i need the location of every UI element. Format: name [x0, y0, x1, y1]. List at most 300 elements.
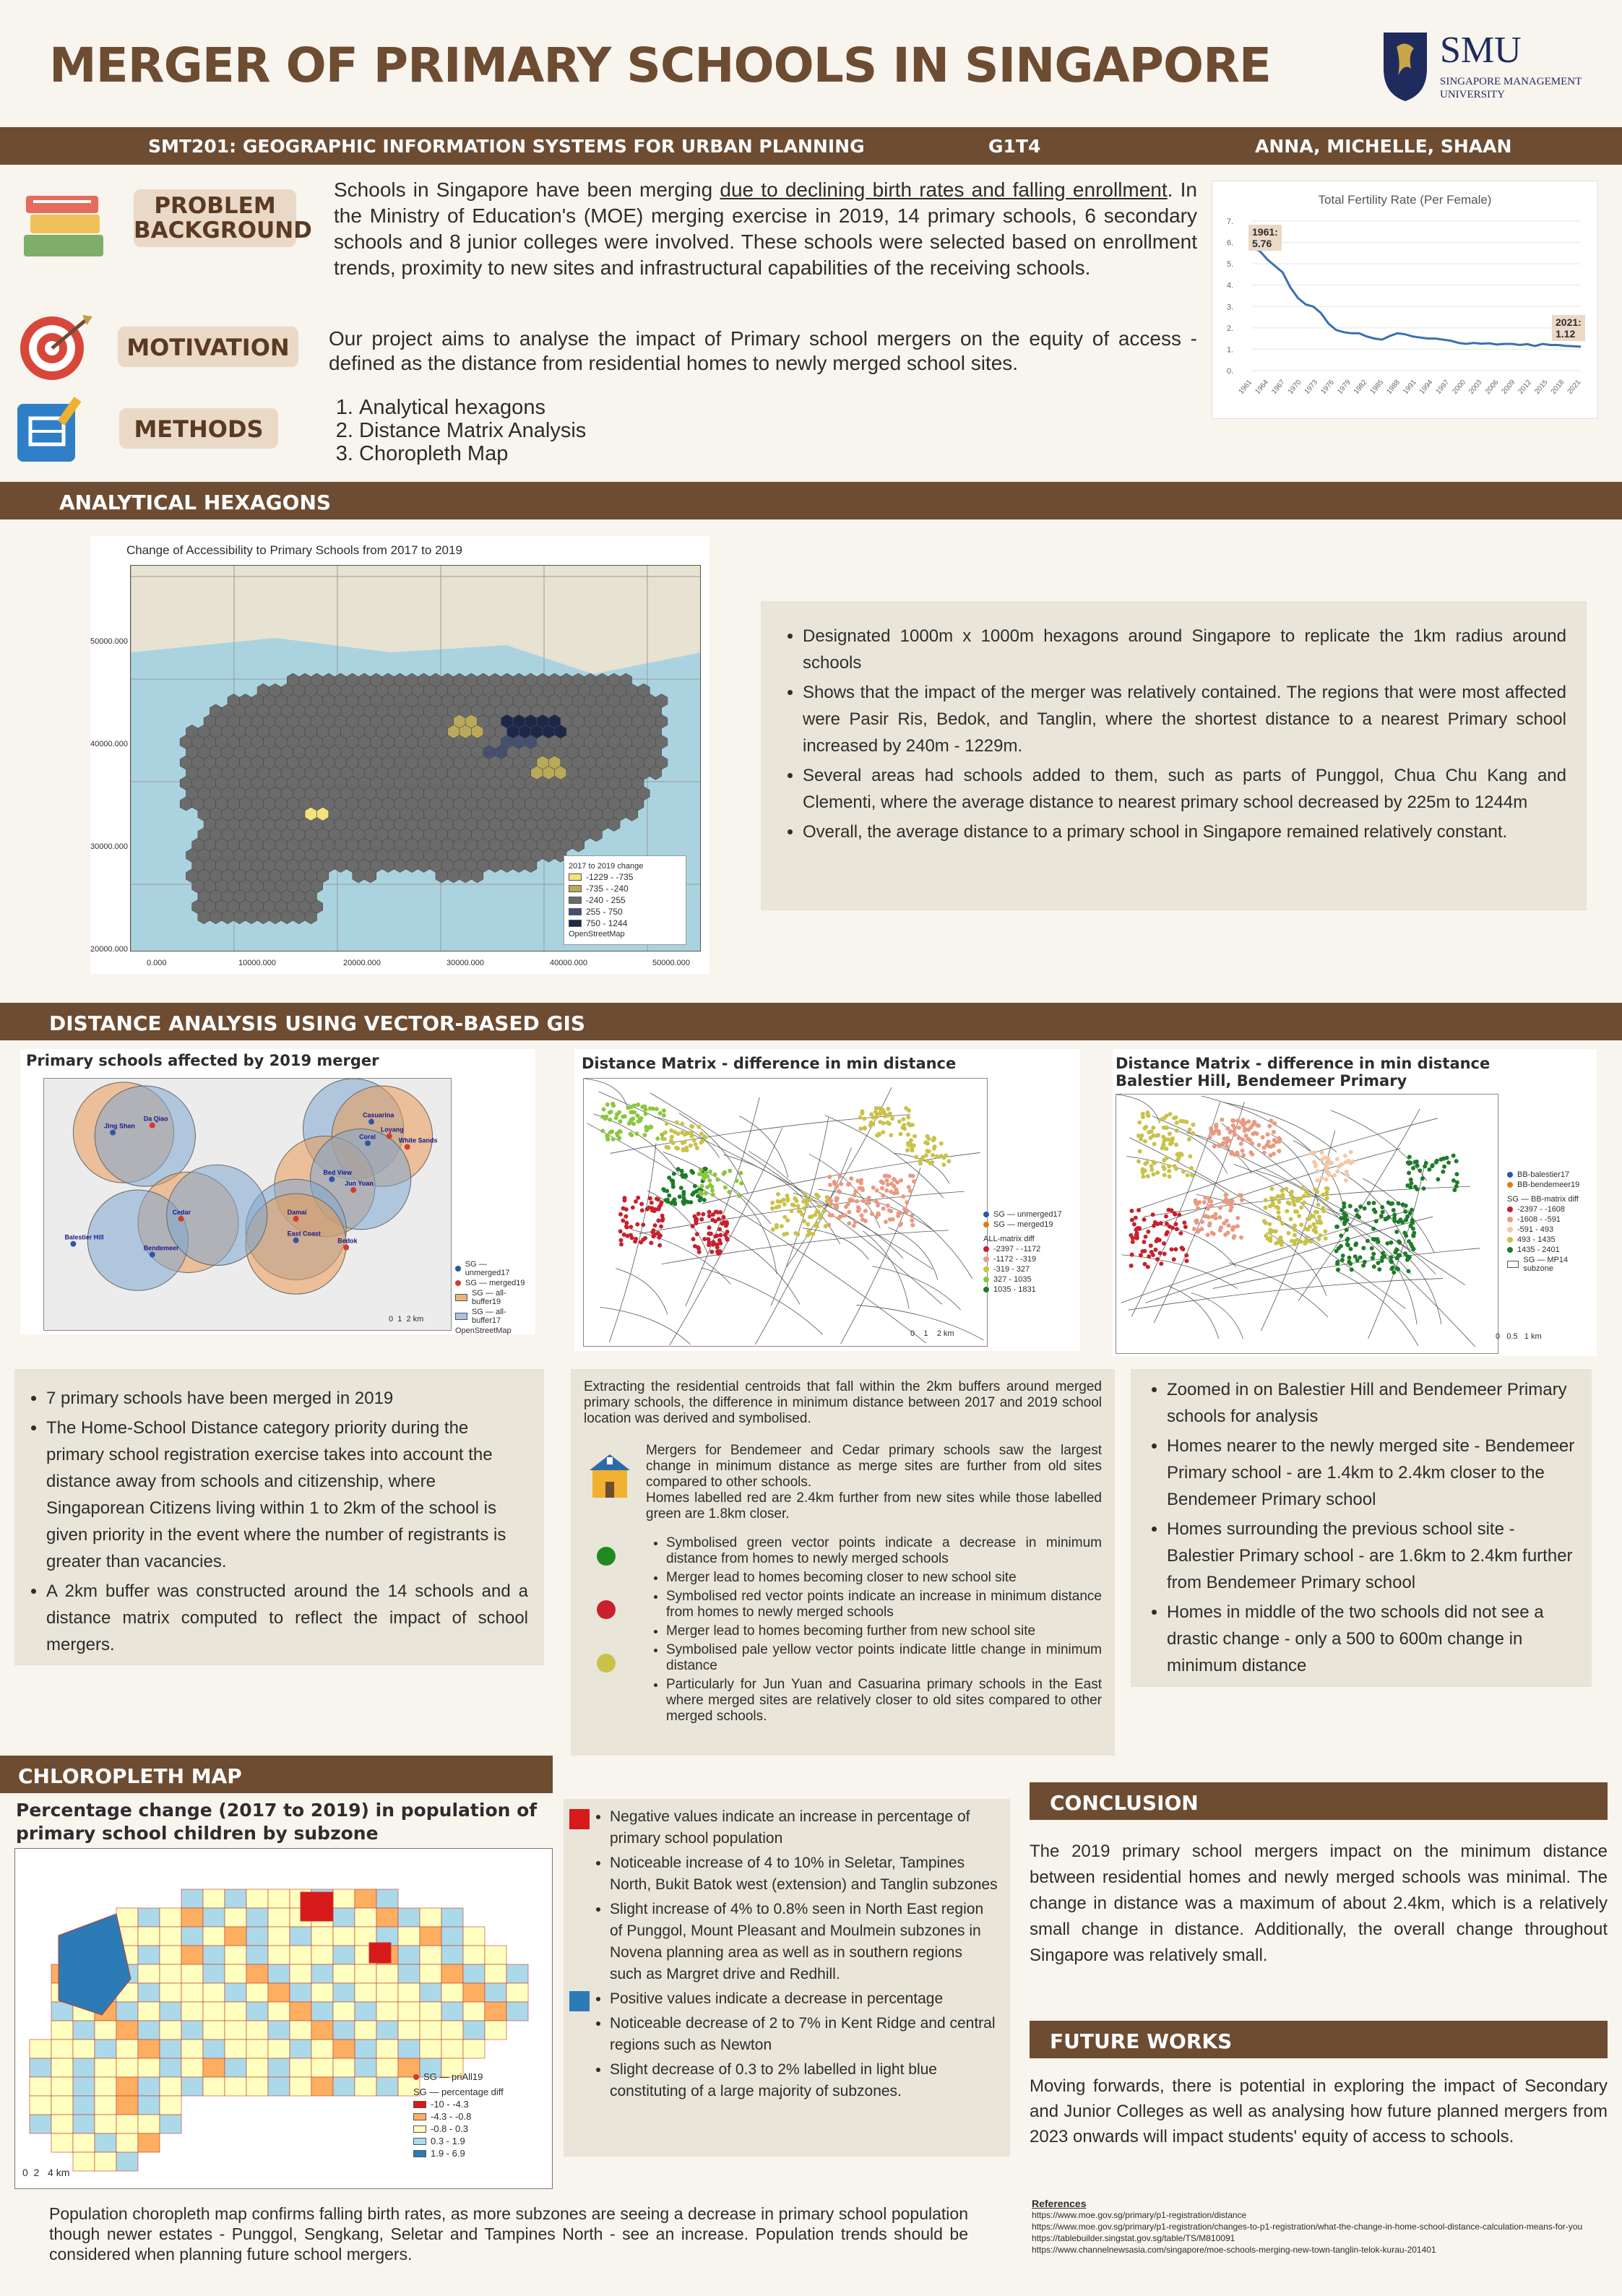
references-title: References: [1032, 2198, 1087, 2209]
subzone: [333, 2040, 355, 2058]
residence-point: [1239, 1194, 1243, 1198]
school-label: Cedar: [172, 1208, 191, 1216]
residence-point: [1340, 1258, 1345, 1262]
subzone: [290, 2077, 311, 2096]
residence-point: [1289, 1217, 1293, 1221]
residence-point: [1277, 1238, 1281, 1242]
residence-point: [739, 1181, 743, 1186]
residence-point: [692, 1138, 696, 1142]
residence-point: [1173, 1247, 1178, 1251]
residence-point: [814, 1223, 818, 1227]
residence-point: [770, 1201, 775, 1205]
subzone: [116, 2152, 138, 2171]
residence-point: [895, 1181, 900, 1185]
residence-point: [1168, 1131, 1172, 1136]
residence-point: [1336, 1267, 1340, 1272]
residence-point: [691, 1224, 695, 1228]
school-point: [150, 1123, 155, 1128]
map-background: [1116, 1095, 1497, 1353]
subzone: [225, 2021, 246, 2040]
school-label: Bed View: [323, 1169, 352, 1177]
school-point: [293, 1238, 299, 1243]
residence-point: [1219, 1225, 1223, 1230]
subzone-tampines-north: [369, 1943, 391, 1963]
residence-point: [1409, 1178, 1413, 1182]
residence-point: [1277, 1200, 1281, 1204]
residence-point: [1397, 1253, 1401, 1257]
subzone: [355, 2040, 376, 2058]
x-tick: 2015: [1533, 378, 1550, 396]
map1-legend: SG — unmerged17 SG — merged19 SG — all-buffer19 SG — all-buffer17 OpenStreetMap: [451, 1254, 535, 1341]
subzone: [268, 2021, 290, 2040]
residence-point: [825, 1199, 829, 1204]
residence-point: [1299, 1222, 1303, 1227]
fertility-chart-title: Total Fertility Rate (Per Female): [1318, 193, 1492, 207]
residence-point: [863, 1126, 867, 1130]
residence-point: [625, 1225, 629, 1230]
residence-point: [699, 1191, 704, 1196]
residence-point: [1136, 1226, 1141, 1230]
residence-point: [828, 1183, 832, 1187]
residence-point: [1335, 1225, 1340, 1229]
red-bullet: • Merger lead to homes becoming further from new school site: [666, 1623, 1102, 1639]
residence-point: [1411, 1166, 1415, 1170]
residence-point: [600, 1128, 605, 1133]
residence-point: [839, 1182, 843, 1186]
residence-point: [1420, 1176, 1425, 1181]
residence-point: [1324, 1165, 1328, 1169]
residence-point: [770, 1207, 775, 1211]
residence-point: [605, 1102, 610, 1107]
residence-point: [855, 1199, 859, 1204]
map1-scale: 0 1 2 km: [389, 1315, 424, 1324]
residence-point: [1406, 1269, 1410, 1273]
residence-point: [1372, 1208, 1376, 1212]
subzone: [290, 1946, 311, 1964]
residence-point: [843, 1213, 847, 1217]
subzone: [160, 1983, 181, 2002]
residence-point: [704, 1191, 708, 1196]
subzone: [73, 2152, 95, 2171]
subzone: [290, 1964, 311, 1983]
subzone: [311, 2002, 333, 2021]
subzone: [138, 2021, 160, 2040]
residence-point: [1370, 1246, 1374, 1251]
residence-point: [1155, 1239, 1159, 1243]
school-label: Da Qiao: [143, 1115, 168, 1123]
residence-point: [1132, 1222, 1136, 1227]
residence-point: [713, 1173, 717, 1177]
subzone: [333, 1983, 355, 2002]
residence-point: [1177, 1155, 1181, 1160]
residence-point: [618, 1212, 623, 1217]
x-tick: 1997: [1434, 378, 1451, 396]
school-label: White Sands: [398, 1136, 438, 1144]
residence-point: [923, 1141, 928, 1145]
residence-point: [1372, 1201, 1376, 1205]
residence-point: [1136, 1208, 1141, 1212]
residence-point: [1315, 1210, 1319, 1214]
residence-point: [1138, 1149, 1142, 1154]
subzone: [138, 1908, 160, 1927]
subzone: [203, 1964, 225, 1983]
subzone: [246, 2002, 268, 2021]
residence-point: [659, 1225, 663, 1229]
residence-point: [708, 1170, 712, 1174]
subzone: [95, 2040, 116, 2058]
residence-point: [838, 1214, 842, 1219]
residence-point: [1187, 1137, 1191, 1141]
residence-point: [1237, 1126, 1241, 1130]
residence-point: [1407, 1155, 1412, 1159]
residence-point: [611, 1137, 616, 1141]
residence-point: [1435, 1159, 1439, 1163]
residence-point: [707, 1210, 712, 1214]
residence-point: [889, 1209, 893, 1213]
subzone: [181, 2002, 203, 2021]
mid-intro: Extracting the residential centroids that fall within the 2km buffers around merged primary schools, the difference in minimum distance between 2017 and 2019 school location was derived and symbolised.: [584, 1379, 1102, 1426]
residence-point: [1174, 1222, 1178, 1226]
residence-point: [641, 1222, 645, 1227]
residence-point: [890, 1116, 894, 1121]
residence-point: [914, 1155, 918, 1160]
residence-point: [901, 1117, 905, 1121]
subzone: [73, 2096, 95, 2115]
residence-point: [1223, 1193, 1228, 1197]
residence-point: [629, 1225, 633, 1229]
x-tick: 50000.000: [652, 959, 690, 967]
residence-point: [1162, 1251, 1167, 1256]
residence-point: [908, 1188, 913, 1193]
subzone: [30, 2058, 51, 2077]
subzone: [73, 2021, 95, 2040]
yellow-dot-icon: [597, 1654, 616, 1673]
subzone: [225, 2077, 246, 2096]
subzone: [485, 1983, 506, 2002]
subzone: [51, 2115, 73, 2133]
subzone: [485, 2002, 506, 2021]
residence-point: [785, 1199, 790, 1203]
residence-point: [651, 1107, 655, 1111]
mid-school-text2: Homes labelled red are 2.4km further from new sites while those labelled green are 1.8km closer.: [646, 1490, 1102, 1522]
residence-point: [1293, 1233, 1297, 1238]
choropleth-band: CHLOROPLETH MAP: [0, 1756, 553, 1793]
residence-point: [676, 1167, 681, 1171]
residence-point: [1269, 1186, 1274, 1191]
residence-point: [679, 1186, 683, 1190]
residence-point: [1152, 1224, 1156, 1228]
residence-point: [1232, 1234, 1236, 1238]
residence-point: [875, 1188, 879, 1193]
school-building-icon: [588, 1450, 631, 1501]
residence-point: [1253, 1131, 1257, 1135]
residence-point: [1277, 1215, 1281, 1220]
green-dot-icon: [597, 1547, 616, 1566]
subzone: [181, 2058, 203, 2077]
subzone: [441, 1946, 463, 1964]
residence-point: [1313, 1187, 1317, 1191]
residence-point: [1167, 1169, 1171, 1173]
residence-point: [881, 1207, 886, 1211]
residence-point: [1341, 1253, 1345, 1258]
legend-item: SG — unmerged17: [983, 1210, 1062, 1219]
bullet-item: • Homes in middle of the two schools did not see a drastic change - only a 500 to 600m change in minimum distance: [1167, 1599, 1576, 1679]
residence-point: [898, 1132, 902, 1136]
residence-point: [1174, 1143, 1178, 1147]
residence-point: [1278, 1194, 1282, 1199]
residence-point: [1392, 1208, 1396, 1212]
residence-point: [1163, 1126, 1168, 1130]
residence-point: [884, 1220, 888, 1224]
subzone: [485, 2021, 506, 2040]
subzone: [203, 2077, 225, 2096]
residence-point: [1207, 1198, 1212, 1202]
residence-point: [711, 1193, 715, 1197]
subzone: [181, 1964, 203, 1983]
subzone: [203, 2040, 225, 2058]
subzone: [376, 1889, 398, 1908]
residence-point: [690, 1124, 694, 1128]
subzone: [160, 2096, 181, 2115]
residence-point: [1177, 1152, 1181, 1156]
residence-point: [709, 1185, 714, 1189]
future-works-band: FUTURE WORKS: [1030, 2021, 1608, 2058]
residence-point: [1144, 1125, 1148, 1129]
residence-point: [782, 1215, 787, 1220]
yellow-bullet: • Symbolised pale yellow vector points indicate little change in minimum distance: [666, 1642, 1102, 1674]
subzone: [268, 2058, 290, 2077]
residence-point: [1146, 1174, 1150, 1178]
x-tick: 1991: [1402, 378, 1418, 396]
hexagon-map-title: Change of Accessibility to Primary Schools from 2017 to 2019: [126, 543, 462, 557]
residence-point: [683, 1140, 687, 1144]
residence-point: [1392, 1270, 1396, 1274]
smu-crest-icon: [1376, 25, 1434, 105]
problem-label: PROBLEM BACKGROUND: [134, 189, 296, 247]
residence-point: [1149, 1164, 1154, 1168]
residence-point: [939, 1154, 944, 1158]
school-point: [350, 1187, 356, 1193]
subzone: [311, 2058, 333, 2077]
subzone: [95, 2152, 116, 2171]
residence-point: [1293, 1209, 1298, 1214]
legend-item: 493 - 1435: [1507, 1235, 1592, 1244]
residence-point: [622, 1233, 626, 1237]
conclusion-text: The 2019 primary school mergers impact on the minimum distance between residential homes and newly merged schools was minimal. The change in distance was a maximum of about 2.4km, which is a relatively small change in distance. Additionally, the overall change throughout Singapore was relatively small.: [1030, 1842, 1608, 1965]
residence-point: [738, 1171, 743, 1175]
methods-icon: [14, 394, 87, 466]
school-label: Jing Shan: [104, 1122, 135, 1130]
residence-point: [1405, 1183, 1410, 1188]
choropleth-map-title: Percentage change (2017 to 2019) in population of primary school children by subzone: [16, 1800, 538, 1844]
residence-point: [1155, 1257, 1160, 1261]
red-dot-icon: [597, 1600, 616, 1619]
reference-item: https://www.moe.gov.sg/primary/p1-registration/changes-to-p1-registration/what-the-change-in-home-school-distance-calculation-means-for-you: [1032, 2222, 1583, 2232]
bullet-item: • A 2km buffer was constructed around the 14 schools and a distance matrix computed to reflect the impact of school mergers.: [46, 1578, 528, 1658]
residence-point: [1372, 1264, 1376, 1269]
fertility-line-chart: [1212, 181, 1599, 420]
residence-point: [1324, 1236, 1328, 1240]
residence-point: [813, 1213, 817, 1217]
residence-point: [1151, 1212, 1155, 1217]
residence-point: [905, 1210, 909, 1214]
residence-point: [1385, 1241, 1389, 1246]
residence-point: [1268, 1153, 1272, 1157]
residence-point: [941, 1162, 946, 1167]
residence-point: [687, 1131, 691, 1135]
hexagon-map-figure: [90, 536, 709, 974]
residence-point: [1184, 1259, 1189, 1263]
residence-point: [638, 1118, 642, 1123]
residence-point: [875, 1134, 879, 1138]
school-point: [178, 1216, 184, 1222]
residence-point: [1381, 1210, 1385, 1214]
residence-point: [1196, 1207, 1200, 1211]
subzone: [333, 1889, 355, 1908]
subzone: [181, 1889, 203, 1908]
residence-point: [667, 1175, 671, 1180]
subzone: [333, 1908, 355, 1927]
subzone: [441, 2040, 463, 2058]
legend-item: -2397 - -1172: [983, 1245, 1062, 1253]
residence-point: [699, 1217, 704, 1222]
subzone: [181, 1908, 203, 1927]
residence-point: [832, 1180, 837, 1184]
residence-point: [1314, 1230, 1319, 1234]
subzone: [420, 1964, 441, 1983]
school-label: Bendemeer: [143, 1244, 179, 1252]
mid-school-text: Mergers for Bendemeer and Cedar primary schools saw the largest change in minimum distance as merge sites are further from old sites compared to other schools.: [646, 1443, 1102, 1490]
residence-point: [1347, 1256, 1351, 1260]
residence-point: [913, 1134, 917, 1139]
subzone: [138, 1964, 160, 1983]
residence-point: [859, 1213, 863, 1217]
school-point: [387, 1134, 392, 1139]
residence-point: [775, 1205, 779, 1209]
green-bullet: • Symbolised green vector points indicate a decrease in minimum distance from homes to newly merged schools: [666, 1535, 1102, 1567]
residence-point: [655, 1136, 660, 1141]
residence-point: [1274, 1241, 1278, 1246]
residence-point: [881, 1194, 885, 1198]
subzone: [333, 1964, 355, 1983]
residence-point: [825, 1195, 829, 1199]
residence-point: [1183, 1225, 1188, 1229]
residence-point: [1309, 1239, 1313, 1243]
residence-point: [634, 1199, 638, 1204]
subzone: [225, 1889, 246, 1908]
x-tick: 2003: [1467, 378, 1484, 396]
residence-point: [1241, 1137, 1245, 1141]
residence-point: [707, 1225, 712, 1230]
residence-point: [1349, 1150, 1353, 1155]
residence-point: [657, 1207, 661, 1212]
residence-point: [1189, 1166, 1194, 1170]
residence-point: [1454, 1159, 1459, 1163]
school-point: [293, 1216, 299, 1222]
subzone: [30, 2040, 51, 2058]
subzone: [116, 2115, 138, 2133]
residence-point: [1403, 1251, 1407, 1256]
residence-point: [1325, 1196, 1329, 1200]
subzone: [333, 1927, 355, 1946]
subzone: [376, 2021, 398, 2040]
residence-point: [863, 1209, 868, 1213]
residence-point: [1274, 1205, 1279, 1209]
residence-point: [931, 1153, 935, 1157]
residence-point: [697, 1250, 702, 1254]
residence-point: [829, 1202, 833, 1207]
residence-point: [681, 1196, 686, 1200]
negative-head: • Negative values indicate an increase in percentage of primary school population: [610, 1806, 998, 1850]
positive-item: • Slight decrease of 0.3 to 2% labelled in light blue constituting of a large majority of subzones.: [610, 2059, 998, 2102]
residence-point: [888, 1111, 892, 1115]
subzone: [441, 1964, 463, 1983]
residence-point: [1311, 1222, 1316, 1227]
residence-point: [911, 1174, 915, 1178]
y-tick: 50000.000: [90, 637, 128, 646]
residence-point: [1394, 1230, 1399, 1234]
residence-point: [719, 1233, 723, 1238]
residence-point: [863, 1219, 868, 1223]
zoom-matrix-map: [1116, 1094, 1498, 1354]
subzone: [51, 2021, 73, 2040]
residence-point: [816, 1209, 821, 1214]
legend-item: -240 - 255: [569, 895, 681, 905]
finding-item: • Designated 1000m x 1000m hexagons around Singapore to replicate the 1km radius around schools: [803, 623, 1566, 676]
residence-point: [1297, 1214, 1301, 1218]
method-item: 2. Distance Matrix Analysis: [359, 419, 586, 442]
matrix-map: [583, 1078, 988, 1347]
residence-point: [671, 1185, 676, 1189]
residence-point: [675, 1121, 679, 1125]
subzone: [225, 1983, 246, 2002]
motivation-text: Our project aims to analyse the impact of Primary school mergers on the equity of access - defined as the distance from residential homes to newly merged school sites.: [329, 327, 1197, 374]
residence-point: [694, 1142, 698, 1147]
residence-point: [1228, 1130, 1232, 1134]
subzone: [463, 2021, 485, 2040]
residence-point: [715, 1210, 720, 1214]
residence-point: [910, 1214, 914, 1218]
choropleth-findings: [564, 1799, 1010, 2157]
residence-point: [858, 1186, 862, 1191]
residence-point: [662, 1113, 666, 1118]
subzone: [160, 1946, 181, 1964]
residence-point: [861, 1199, 866, 1203]
residence-point: [1411, 1234, 1415, 1238]
logo-text: SMU: [1440, 30, 1522, 71]
residence-point: [712, 1242, 716, 1246]
y-tick: 6.: [1227, 238, 1234, 248]
residence-point: [702, 1134, 707, 1139]
subzone: [246, 1964, 268, 1983]
subzone: [116, 2021, 138, 2040]
method-item: 3. Choropleth Map: [359, 442, 586, 465]
residence-point: [939, 1141, 944, 1146]
residence-point: [834, 1184, 839, 1188]
subzone: [463, 1927, 485, 1946]
residence-point: [640, 1105, 644, 1109]
residence-point: [615, 1113, 619, 1117]
residence-point: [1345, 1173, 1350, 1178]
residence-point: [1380, 1205, 1384, 1209]
residence-point: [1313, 1164, 1318, 1168]
residence-point: [1251, 1123, 1255, 1127]
finding-item: • Shows that the impact of the merger was relatively contained. The regions that were most affected were Pasir Ris, Bedok, and Tanglin, where the shortest distance to a nearest Primary school increased by 240m - 1229m.: [803, 679, 1566, 759]
residence-point: [1165, 1114, 1169, 1118]
x-tick: 20000.000: [343, 959, 381, 967]
hexagon-legend: 2017 to 2019 change -1229 - -735 -735 - -240 -240 - 255 255 - 750 750 - 1244 OpenStreetMap: [564, 855, 686, 945]
residence-point: [1321, 1193, 1325, 1197]
